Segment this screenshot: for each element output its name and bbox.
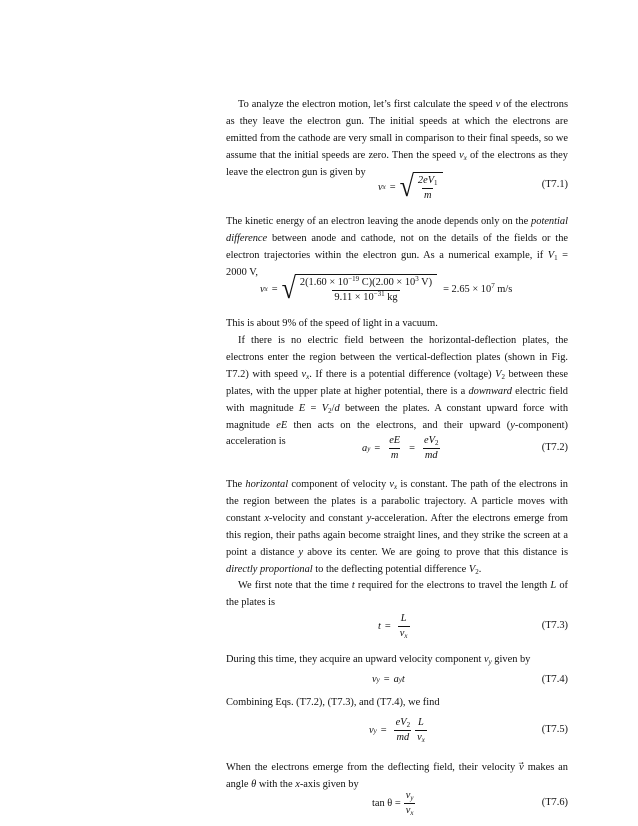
paragraph-electron-speed: To analyze the electron motion, let’s first calculate the speed v of the electrons as they leave the electron gun. The initial speeds at which the electrons are emitted from the cathode are very small in comparison to their final speeds, so we assume that the initial speeds are zero. Then the speed $v_x$ of the electrons as they leave the electron gun is given by: [226, 99, 568, 178]
paragraph-time-required: We first note that the time t required for the electrons to travel the length L of the plates is: [226, 580, 568, 608]
equation-number: (T7.2): [541, 442, 568, 453]
equation-t7-6: tan θ = $\frac{v_y}{v_x}$ (T7.6): [372, 790, 568, 817]
equation-numerical-example: v x = √ $\frac{2(1.60 \times 10^{-19} C)(2.00 \times 10^3 V)}{9.11 \times 10^{-31} kg}$ = $2.65 \times 10^7$ m/s: [260, 271, 513, 306]
equation-t7-4: v y = a y t (T7.4): [372, 674, 568, 685]
paragraph-combining: Combining Eqs. (T7.2), (T7.3), and (T7.4), we find: [226, 697, 440, 708]
equation-number: (T7.6): [541, 797, 568, 808]
equation-number: (T7.3): [541, 620, 568, 631]
equation-number: (T7.1): [541, 179, 568, 190]
paragraph-emerge: When the electrons emerge from the deflecting field, their velocity v⃗ makes an angle θ with the x-axis given by: [226, 762, 568, 790]
paragraph-horizontal-component: The horizontal component of velocity $v_x$ is constant. The path of the electrons in the region between the plates is a parabolic trajectory. A particle moves with constant x-velocity and constant y-acceleration. After the electrons emerge from this region, their paths again become straight lines, and they strike the screen at a point a distance y above its center. We are going to prove that this distance is directly proportional to the deflecting potential difference $V_2$.: [226, 479, 569, 576]
paragraph-kinetic-energy: The kinetic energy of an electron leaving the anode depends only on the potential difference between anode and cathode, not on the details of the fields or the electron trajectories within the electron gun. As a numerical example, if $V_1 = 2000$ V,: [226, 216, 568, 278]
equation-t7-3: t = $\frac{L}{v_x}$ (T7.3): [378, 613, 568, 640]
equation-t7-1: v x = √ $\frac{2eV_1}{m}$ (T7.1): [378, 169, 568, 204]
equation-t7-5: v y = $\frac{eV_2}{md}$ $\frac{L}{v_x}$ (T7.5): [369, 717, 568, 744]
paragraph-speed-of-light: This is about 9% of the speed of light in a vacuum.: [226, 318, 438, 329]
paragraph-upward-velocity: During this time, they acquire an upward velocity component $v_y$ given by: [226, 654, 531, 666]
paragraph-deflection-plates: If there is no electric field between the horizontal-deflection plates, the electrons enter the region between the vertical-deflection plates (shown in Fig. T7.2) with speed $v_x$. If there is a potential difference (voltage) $V_2$ between these plates, with the upper plate at higher potential, there is a downward electric field with magnitude $E = V_2/d$ between the plates. A constant upward force with magnitude eE then acts on the electrons, and their upward (y-component) acceleration is: [226, 335, 569, 448]
equation-number: (T7.4): [541, 674, 568, 685]
equation-number: (T7.5): [541, 724, 568, 735]
equation-t7-2: a y = $\frac{eE}{m}$ = $\frac{eV_2}{md}$ (T7.2): [362, 435, 568, 461]
